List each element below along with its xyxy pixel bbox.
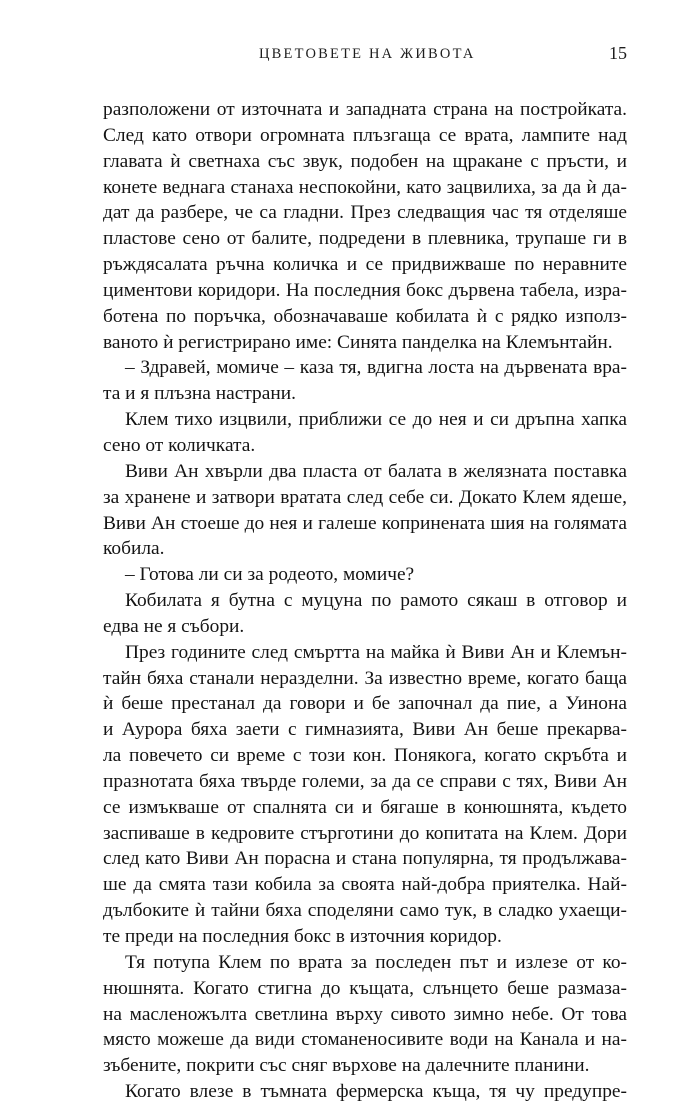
text-line: конете веднага станаха неспокойни, като зацвилиха, за да ѝ да- [103,176,627,198]
text-line: ръждясалата ръчна количка и се придвижваше по неравните [103,254,627,276]
running-title: ЦВЕТОВЕТЕ НА ЖИВОТА [259,46,476,62]
body-text [103,97,627,1105]
text-line: ботена по поръчка, обозначаваше кобилата ѝ с рядко използ- [103,305,627,327]
text-line: Виви Ан хвърли два пласта от балата в желязната поставка [125,460,627,482]
text-line: главата ѝ светнаха със звук, подобен на щракане с пръсти, и [103,150,627,172]
text-line: тайн бяха станали неразделни. За известно време, когато баща [103,667,627,689]
text-line: дълбоките ѝ тайни бяха споделяни само тук, в сладко ухаещи- [103,900,627,922]
text-line: та и я плъзна настрани. [103,383,296,405]
text-line: дат да разбере, че са гладни. През следващия час тя отделяше [103,202,627,224]
text-line: ваното ѝ регистрирано име: Синята панделка на Клемънтайн. [103,331,613,353]
text-line: ла повечето си време с този кон. Понякога, когато скръбта и [103,745,627,767]
text-line: нюшнята. Когато стигна до къщата, слънцето беше размаза- [103,977,627,999]
text-line: През годините след смъртта на майка ѝ Виви Ан и Клемън- [125,641,627,663]
text-line: циментови коридори. На последния бокс дървена табела, изра- [103,279,627,301]
text-line: Когато влезе в тъмната фермерска къща, тя чу предупре- [125,1081,627,1103]
text-line: ѝ беше престанал да говори и бе започнал да пие, а Уинона [103,693,627,715]
text-line: кобила. [103,538,165,560]
page-number: 15 [609,43,627,63]
text-line: Клем тихо изцвили, приближи се до нея и си дръпна хапка [125,409,627,431]
text-line: – Здравей, момиче – каза тя, вдигна лоста на дървената вра- [125,357,627,379]
text-line: и Аурора бяха заети с гимназията, Виви Ан беше прекарва- [103,719,627,741]
text-line: заспиваше в кедровите стърготини до копитата на Клем. Дори [103,822,627,844]
text-line: едва не я събори. [103,615,245,637]
text-line: място можеше да види стоманеносивите води на Канала и на- [103,1029,627,1051]
text-line: Виви Ан стоеше до нея и галеше копринената шия на голямата [103,512,627,534]
text-line: зъбените, покрити със сняг върхове на далечните планини. [103,1055,590,1077]
text-line: сено от количката. [103,434,256,456]
text-line: на масленожълта светлина върху сивото зимно небе. От това [103,1003,627,1025]
text-line: – Готова ли си за родеото, момиче? [125,564,415,586]
text-line: след като Виви Ан порасна и стана популярна, тя продължава- [103,848,627,870]
text-line: Кобилата я бутна с муцуна по рамото сякаш в отговор и [125,590,627,612]
text-line: пластове сено от балите, подредени в плевника, трупаше ги в [103,228,627,250]
text-line: разположени от източната и западната страна на постройката. [103,99,627,120]
text-line: празнотата бяха твърде големи, за да се справи с тях, Виви Ан [103,770,627,792]
text-line: те преди на последния бокс в източния коридор. [103,926,502,947]
text-line: се измъкваше от спалнята си и бягаше в конюшнята, където [103,796,627,818]
running-header [103,45,627,69]
text-line: за хранене и затвори вратата след себе си. Докато Клем ядеше, [103,486,627,508]
text-line: Тя потупа Клем по врата за последен път и излезе от ко- [125,951,627,973]
text-line: ше да смята тази кобила за своята най-добра приятелка. Най- [103,874,627,896]
text-line: След като отвори огромната плъзгаща се врата, лампите над [103,124,627,146]
